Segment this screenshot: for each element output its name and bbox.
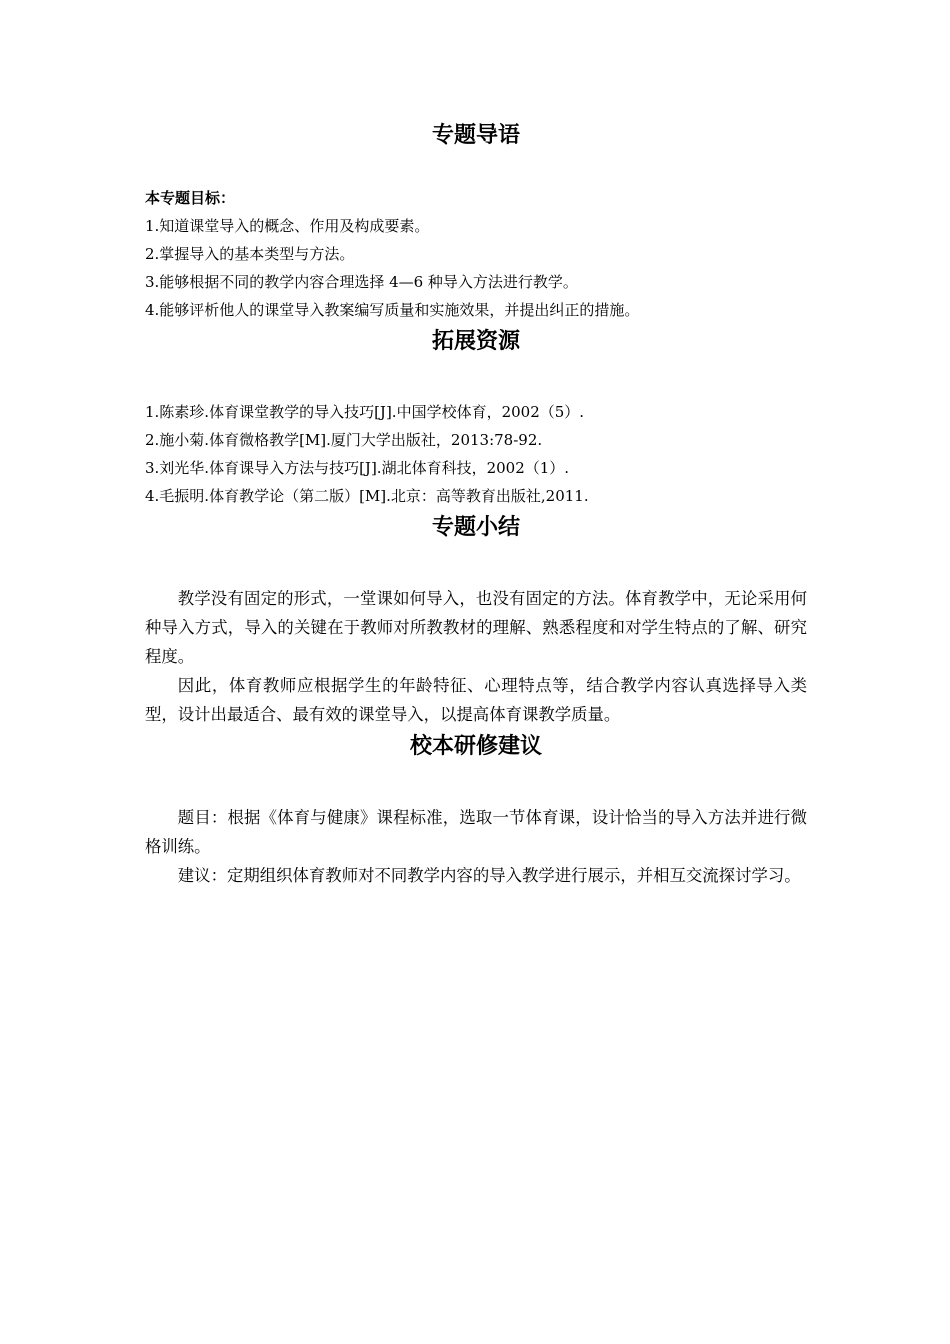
suggestion-paragraph: 建议：定期组织体育教师对不同教学内容的导入教学进行展示，并相互交流探讨学习。 bbox=[177, 866, 801, 885]
summary-paragraph: 因此，体育教师应根据学生的年龄特征、心理特点等，结合教学内容认真选择导入类型，设计出最适合、最有效的课堂导入，以提高体育课教学质量。 bbox=[145, 676, 807, 724]
spacer bbox=[145, 360, 807, 398]
summary-paragraph: 教学没有固定的形式，一堂课如何导入，也没有固定的方法。体育教学中，无论采用何种导入方式，导入的关键在于教师对所教教材的理解、熟悉程度和对学生特点的了解、研究程度。 bbox=[145, 589, 807, 666]
goal-item: 3.能够根据不同的教学内容合理选择 4—6 种导入方法进行教学。 bbox=[145, 273, 578, 291]
section-title-resources: 拓展资源 bbox=[431, 329, 520, 354]
section-title-summary: 专题小结 bbox=[431, 515, 520, 540]
section-title-suggestions: 校本研修建议 bbox=[409, 734, 542, 759]
section-title-intro: 专题导语 bbox=[431, 123, 520, 148]
document-content bbox=[145, 118, 807, 890]
reference-item: 2.施小菊.体育微格教学[M].厦门大学出版社，2013:78-92. bbox=[145, 431, 543, 449]
goals-label: 本专题目标： bbox=[145, 189, 236, 207]
suggestion-paragraph: 题目：根据《体育与健康》课程标准，选取一节体育课，设计恰当的导入方法并进行微格训练。 bbox=[145, 808, 807, 856]
goal-item: 4.能够评析他人的课堂导入教案编写质量和实施效果，并提出纠正的措施。 bbox=[145, 301, 640, 319]
reference-item: 3.刘光华.体育课导入方法与技巧[J].湖北体育科技，2002（1）. bbox=[145, 459, 570, 477]
goal-item: 1.知道课堂导入的概念、作用及构成要素。 bbox=[145, 217, 430, 235]
spacer bbox=[145, 546, 807, 584]
reference-item: 4.毛振明.体育教学论（第二版）[M].北京：高等教育出版社,2011. bbox=[145, 487, 589, 505]
spacer bbox=[145, 154, 807, 184]
spacer bbox=[145, 765, 807, 803]
reference-item: 1.陈素珍.体育课堂教学的导入技巧[J].中国学校体育，2002（5）. bbox=[145, 403, 585, 421]
goal-item: 2.掌握导入的基本类型与方法。 bbox=[145, 245, 355, 263]
